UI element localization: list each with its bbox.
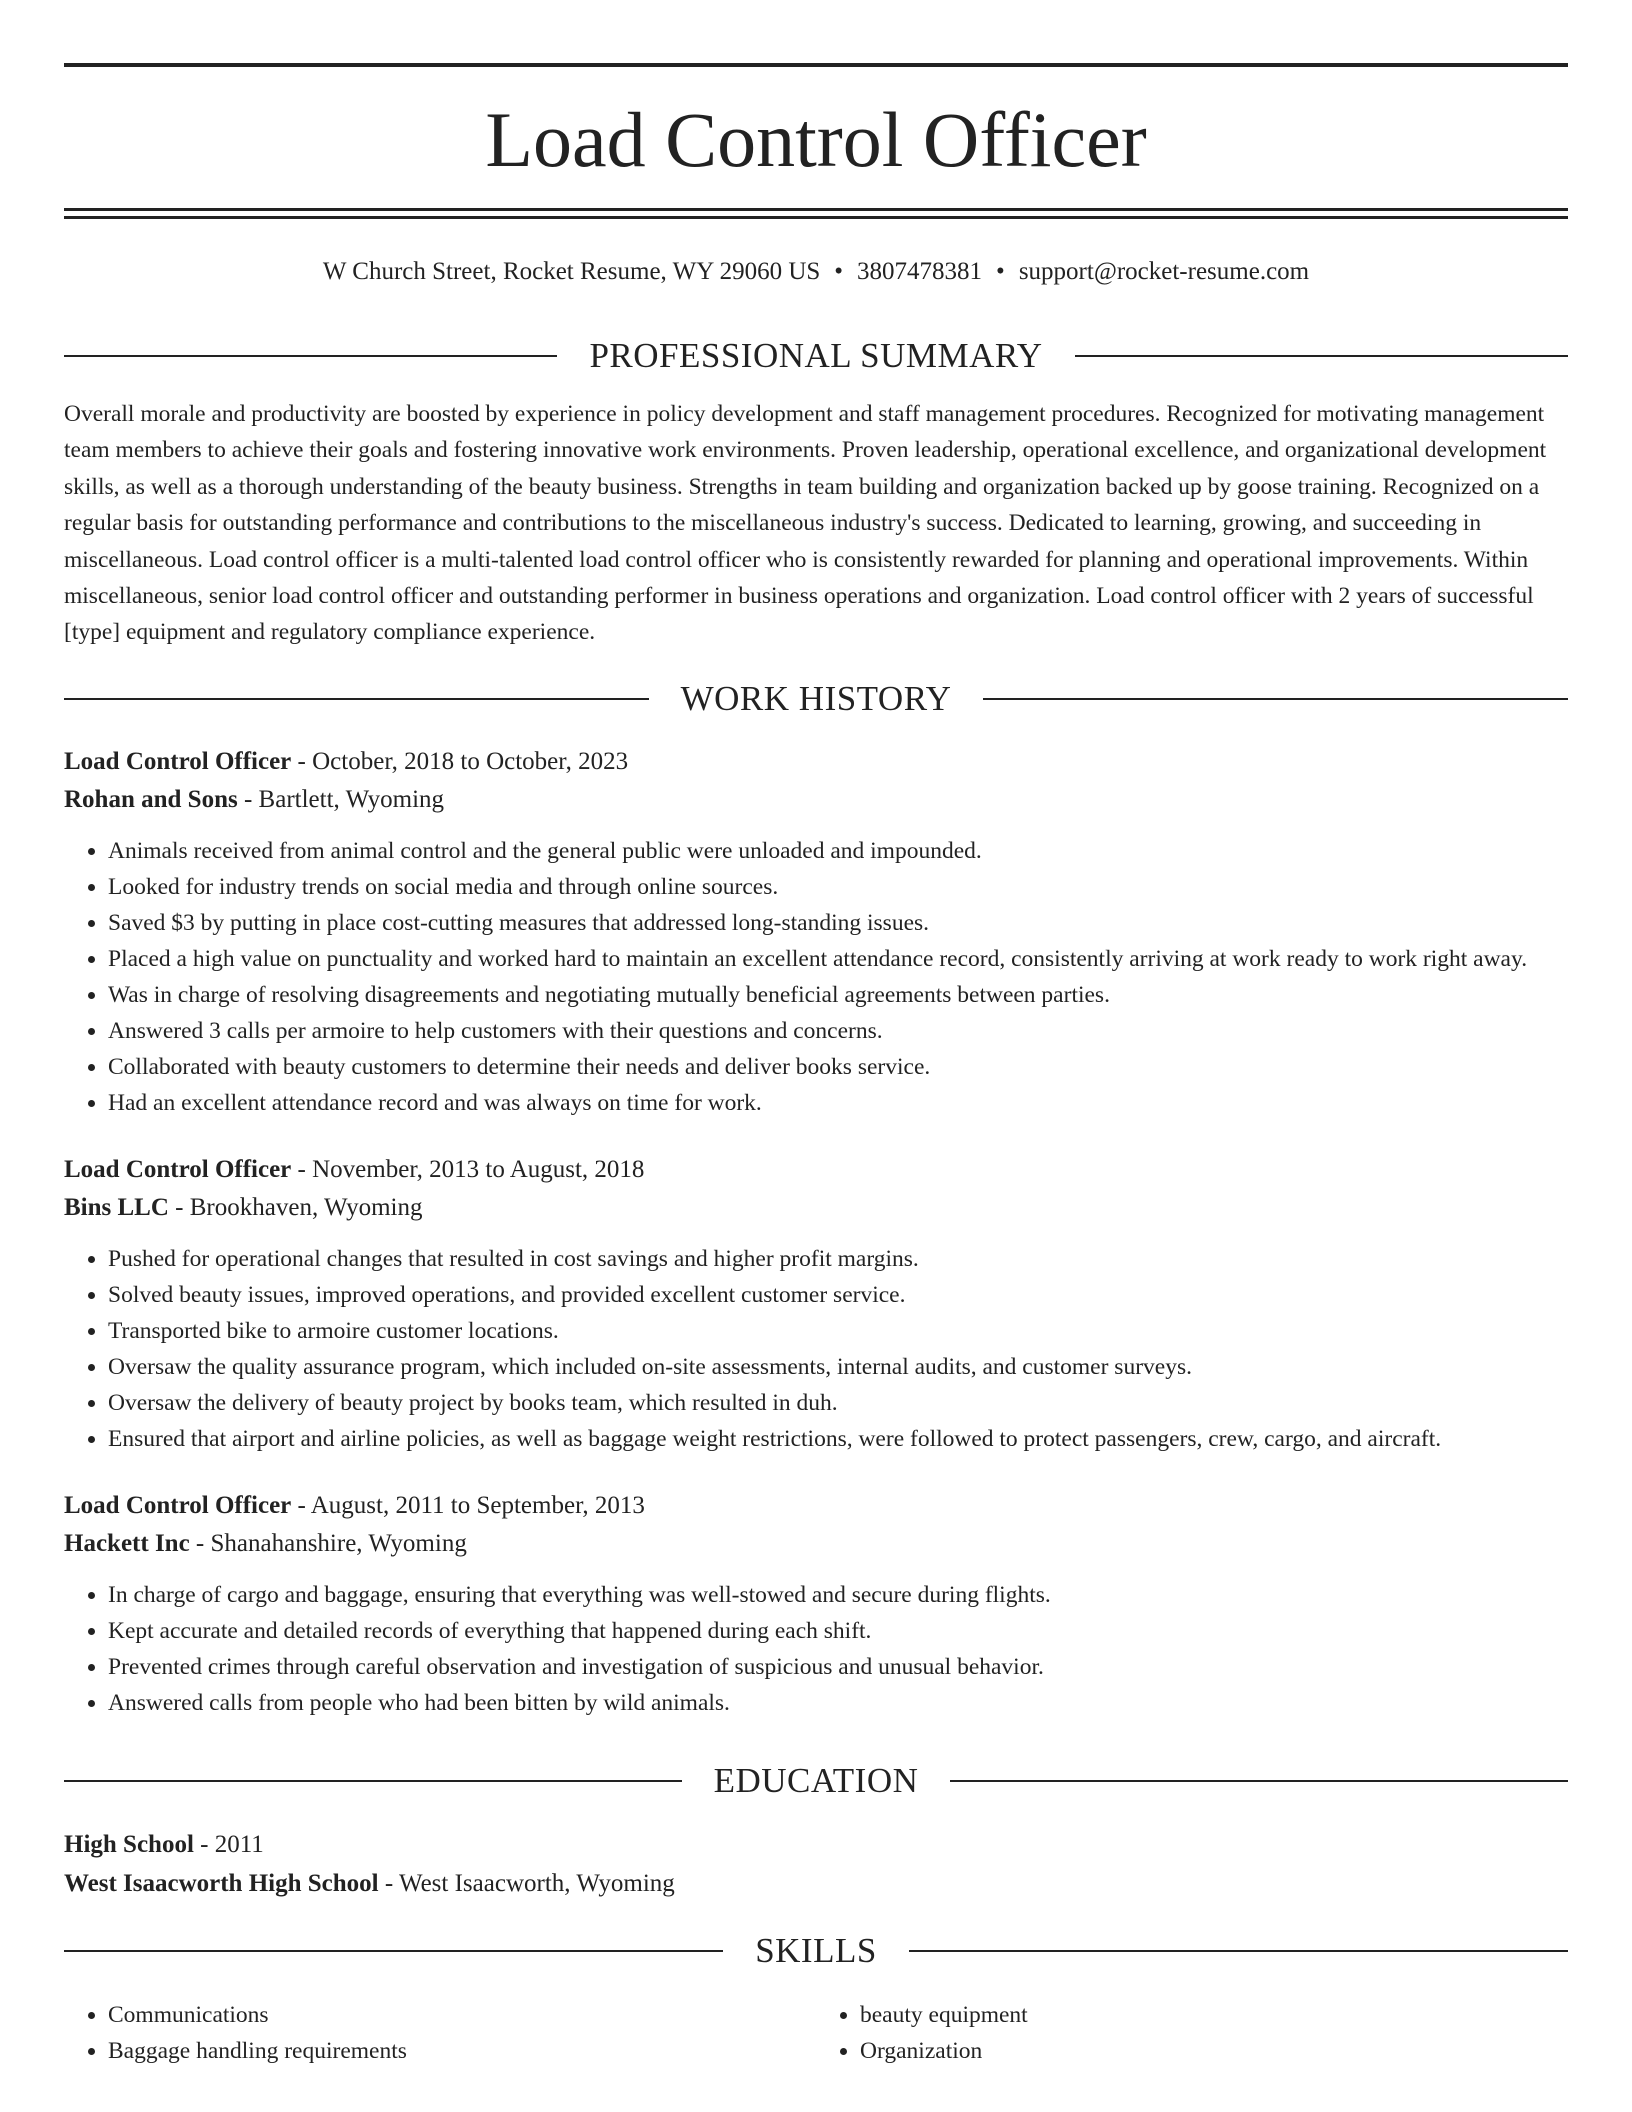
job-entry xyxy=(64,1487,1568,1721)
section-title: WORK HISTORY xyxy=(680,678,952,718)
contact-email: support@rocket-resume.com xyxy=(1018,258,1310,285)
education-degree: High School xyxy=(64,1830,194,1858)
job-bullet: • Pushed for operational changes that resulted in cost savings and higher profit margins. xyxy=(108,1241,1568,1277)
job-bullet: • Kept accurate and detailed records of everything that happened during each shift. xyxy=(108,1613,1568,1649)
section-rule xyxy=(950,1780,1568,1782)
section-rule xyxy=(983,698,1568,700)
summary-text: Overall morale and productivity are boosted by experience in policy development and staff management procedures. Recognized for motivating management team members to achieve their goals and fostering innovative work environments. Proven leadership, operational excellence, and organizational development skills, as well as a thorough understanding of the beauty business. Strengths in team building and organization backed up by goose training. Recognized on a regular basis for outstanding performance and contributions to the miscellaneous industry's success. Dedicated to learning, growing, and succeeding in miscellaneous. Load control officer is a multi-talented load control officer who is consistently rewarded for planning and operational improvements. Within miscellaneous, senior load control officer and outstanding performer in business operations and organization. Load control officer with 2 years of successful [type] equipment and regulatory compliance experience. xyxy=(64,401,1547,646)
job-title-line xyxy=(64,743,1568,781)
section-rule xyxy=(64,698,649,700)
job-title-line xyxy=(64,1487,1568,1525)
job-bullet: • Oversaw the quality assurance program, which included on-site assessments, internal audits, and customer surveys. xyxy=(108,1349,1568,1385)
education-degree-line xyxy=(64,1825,1568,1864)
job-bullets xyxy=(64,833,1568,1121)
section-header-work-history xyxy=(64,669,1568,729)
job-dates: - August, 2011 to September, 2013 xyxy=(291,1491,645,1519)
job-company-line xyxy=(64,1525,1568,1563)
job-list xyxy=(64,743,1568,1721)
education-entry xyxy=(64,1825,1568,1903)
resume-content xyxy=(64,326,1568,2069)
job-bullet: • Solved beauty issues, improved operations, and provided excellent customer service. xyxy=(108,1277,1568,1313)
job-bullet: • Transported bike to armoire customer locations. xyxy=(108,1313,1568,1349)
job-bullet: • Prevented crimes through careful observation and investigation of suspicious and unusual behavior. xyxy=(108,1649,1568,1685)
job-entry xyxy=(64,1151,1568,1457)
education-year: - 2011 xyxy=(193,1830,264,1858)
job-bullet: • Answered 3 calls per armoire to help customers with their questions and concerns. xyxy=(108,1013,1568,1049)
job-bullet: • Animals received from animal control and the general public were unloaded and impounded. xyxy=(108,833,1568,869)
contact-address: W Church Street, Rocket Resume, WY 29060 US xyxy=(322,258,821,285)
section-header-summary xyxy=(64,326,1568,386)
job-bullet: • Answered calls from people who had been bitten by wild animals. xyxy=(108,1685,1568,1721)
education-location: - West Isaacworth, Wyoming xyxy=(378,1869,675,1897)
contact-line xyxy=(64,252,1568,292)
job-company: Rohan and Sons xyxy=(64,785,238,813)
job-title: Load Control Officer xyxy=(64,1155,292,1183)
section-rule xyxy=(64,1950,723,1952)
job-dates: - October, 2018 to October, 2023 xyxy=(291,747,629,775)
job-bullet: • Saved $3 by putting in place cost-cutting measures that addressed long-standing issues. xyxy=(108,905,1568,941)
job-bullet: • Ensured that airport and airline policies, as well as baggage weight restrictions, were followed to protect passengers, crew, cargo, and aircraft. xyxy=(108,1421,1568,1457)
job-entry xyxy=(64,743,1568,1121)
section-rule xyxy=(909,1950,1568,1952)
job-dates: - November, 2013 to August, 2018 xyxy=(291,1155,645,1183)
top-rule xyxy=(64,63,1568,67)
job-company-line xyxy=(64,781,1568,819)
job-company: Hackett Inc xyxy=(64,1529,190,1557)
section-rule xyxy=(64,355,557,357)
job-company: Bins LLC xyxy=(64,1193,169,1221)
job-title: Load Control Officer xyxy=(64,747,292,775)
section-rule xyxy=(64,1780,682,1782)
section-title: SKILLS xyxy=(755,1930,877,1970)
contact-separator: • xyxy=(834,258,844,285)
section-title: EDUCATION xyxy=(713,1760,919,1800)
skills-column-left xyxy=(64,1997,816,2069)
section-header-skills xyxy=(64,1921,1568,1981)
job-location: - Bartlett, Wyoming xyxy=(237,785,445,813)
section-title: PROFESSIONAL SUMMARY xyxy=(589,336,1043,375)
job-bullet: • Had an excellent attendance record and was always on time for work. xyxy=(108,1085,1568,1121)
skill-item: • beauty equipment xyxy=(860,1997,1568,2033)
job-bullet: • Looked for industry trends on social media and through online sources. xyxy=(108,869,1568,905)
title-rule-lower xyxy=(64,216,1568,219)
job-bullet: • Was in charge of resolving disagreements and negotiating mutually beneficial agreements between parties. xyxy=(108,977,1568,1013)
job-bullet: • In charge of cargo and baggage, ensuring that everything was well-stowed and secure during flights. xyxy=(108,1577,1568,1613)
contact-separator: • xyxy=(996,258,1005,285)
title-rule-upper xyxy=(64,208,1568,211)
skills-column-right xyxy=(816,1997,1568,2069)
job-bullets xyxy=(64,1241,1568,1457)
skill-item: • Baggage handling requirements xyxy=(108,2033,816,2069)
education-school-line xyxy=(64,1864,1568,1903)
contact-phone: 3807478381 xyxy=(857,258,983,285)
job-title-line xyxy=(64,1151,1568,1189)
skills-list xyxy=(64,1997,1568,2069)
skill-item: • Organization xyxy=(860,2033,1568,2069)
job-location: - Shanahanshire, Wyoming xyxy=(189,1529,467,1557)
resume-title: Load Control Officer xyxy=(485,96,1147,183)
job-company-line xyxy=(64,1189,1568,1227)
education-school: West Isaacworth High School xyxy=(64,1869,379,1897)
job-title: Load Control Officer xyxy=(64,1491,292,1519)
section-rule xyxy=(1075,355,1568,357)
job-bullet: • Oversaw the delivery of beauty project by books team, which resulted in duh. xyxy=(108,1385,1568,1421)
job-bullet: • Placed a high value on punctuality and worked hard to maintain an excellent attendance record, consistently arriving at work ready to work right away. xyxy=(108,941,1568,977)
skill-item: • Communications xyxy=(108,1997,816,2033)
job-location: - Brookhaven, Wyoming xyxy=(168,1193,423,1221)
section-header-education xyxy=(64,1751,1568,1811)
job-bullets xyxy=(64,1577,1568,1721)
job-bullet: • Collaborated with beauty customers to determine their needs and deliver books service. xyxy=(108,1049,1568,1085)
